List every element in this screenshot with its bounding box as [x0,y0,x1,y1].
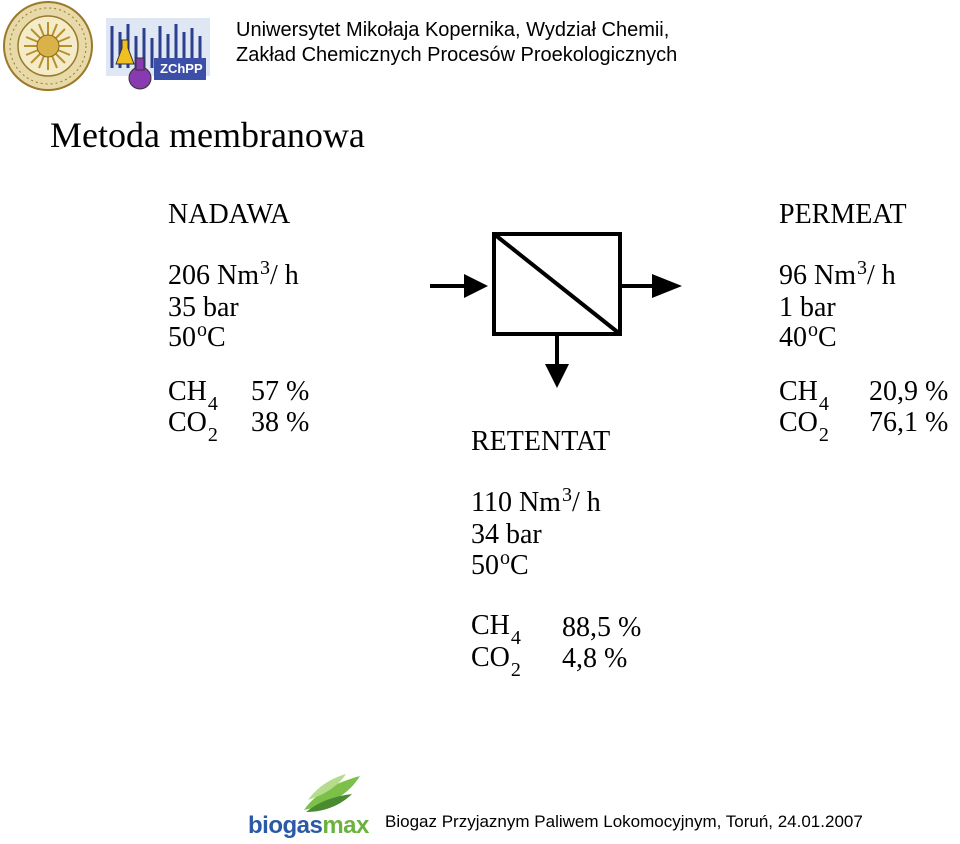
feed-co2-sub: 2 [207,424,218,446]
zchpp-logo [106,18,210,90]
retentate-ch4-formula [471,610,521,649]
feed-co2-value: 38 % [251,407,310,438]
biogasmax-logo [246,772,369,839]
permeate-ch4-value: 20,9 % [869,376,949,407]
permeate-co2-value: 76,1 % [869,407,949,438]
footer-caption: Biogaz Przyjaznym Paliwem Lokomocyjnym, Toruń, 24.01.2007 [385,812,863,831]
retentate-flow-value: 110 Nm [471,487,561,518]
feed-co2-prefix: CO [168,407,207,438]
feed-co2-formula [168,407,218,446]
retentate-ch4-value: 88,5 % [562,612,642,643]
retentate-temperature [471,547,529,584]
permeate-arrowhead [652,274,682,298]
feed-temp-sup: o [197,319,207,341]
permeate-flow-value: 96 Nm [779,260,856,291]
feed-ch4-formula [168,376,218,415]
permeate-label: PERMEAT [779,199,907,230]
permeate-ch4-sub: 4 [818,393,829,415]
feed-flow-unit: / h [270,260,299,291]
retentate-co2-formula [471,642,521,681]
permeate-temp-unit: C [818,322,837,353]
logo-text-biogas: biogas [248,812,323,839]
permeate-co2-formula [779,407,829,446]
feed-temp-value: 50 [168,322,196,353]
retentate-temp-value: 50 [471,550,499,581]
permeate-ch4-prefix: CH [779,376,818,407]
retentate-temp-sup: o [500,547,510,569]
feed-ch4-prefix: CH [168,376,207,407]
feed-label: NADAWA [168,199,291,230]
feed-pressure: 35 bar [168,292,239,323]
retentate-flow [471,484,601,521]
permeate-flow-unit: / h [867,260,896,291]
retentate-ch4-prefix: CH [471,610,510,641]
header-institution-line1: Uniwersytet Mikołaja Kopernika, Wydział Chemii, [236,19,670,41]
retentate-ch4-sub: 4 [510,627,521,649]
retentate-arrowhead [545,364,569,388]
retentate-pressure: 34 bar [471,519,542,550]
feed-temp-unit: C [207,322,226,353]
feed-flow [168,257,299,294]
retentate-flow-unit: / h [571,487,601,518]
feed-flow-sup: 3 [260,257,270,279]
feed-temperature [168,319,226,356]
page-title: Metoda membranowa [50,115,365,155]
retentate-co2-value: 4,8 % [562,643,628,674]
permeate-pressure: 1 bar [779,292,836,323]
permeate-co2-prefix: CO [779,407,818,438]
logo-text-max: max [322,812,369,839]
permeate-temperature [779,319,837,356]
membrane-diagonal [494,234,620,334]
retentate-flow-sup: 3 [561,484,572,506]
feed-ch4-sub: 4 [207,393,218,415]
feed-flow-value: 206 Nm [168,260,259,291]
retentate-co2-prefix: CO [471,642,510,673]
permeate-ch4-formula [779,376,829,415]
header-institution-line2: Zakład Chemicznych Procesów Proekologicznych [236,44,678,66]
permeate-temp-value: 40 [779,322,807,353]
permeate-temp-sup: o [808,319,818,341]
retentate-label: RETENTAT [471,426,611,457]
permeate-flow [779,257,896,294]
university-seal-logo [2,0,94,92]
feed-ch4-value: 57 % [251,376,310,407]
permeate-co2-sub: 2 [818,424,829,446]
feed-arrowhead [464,274,488,298]
zchpp-logo-text: ZChPP [160,61,203,76]
retentate-temp-unit: C [510,550,529,581]
membrane-diagram [420,226,700,396]
retentate-co2-sub: 2 [510,659,521,681]
permeate-flow-sup: 3 [857,257,867,279]
